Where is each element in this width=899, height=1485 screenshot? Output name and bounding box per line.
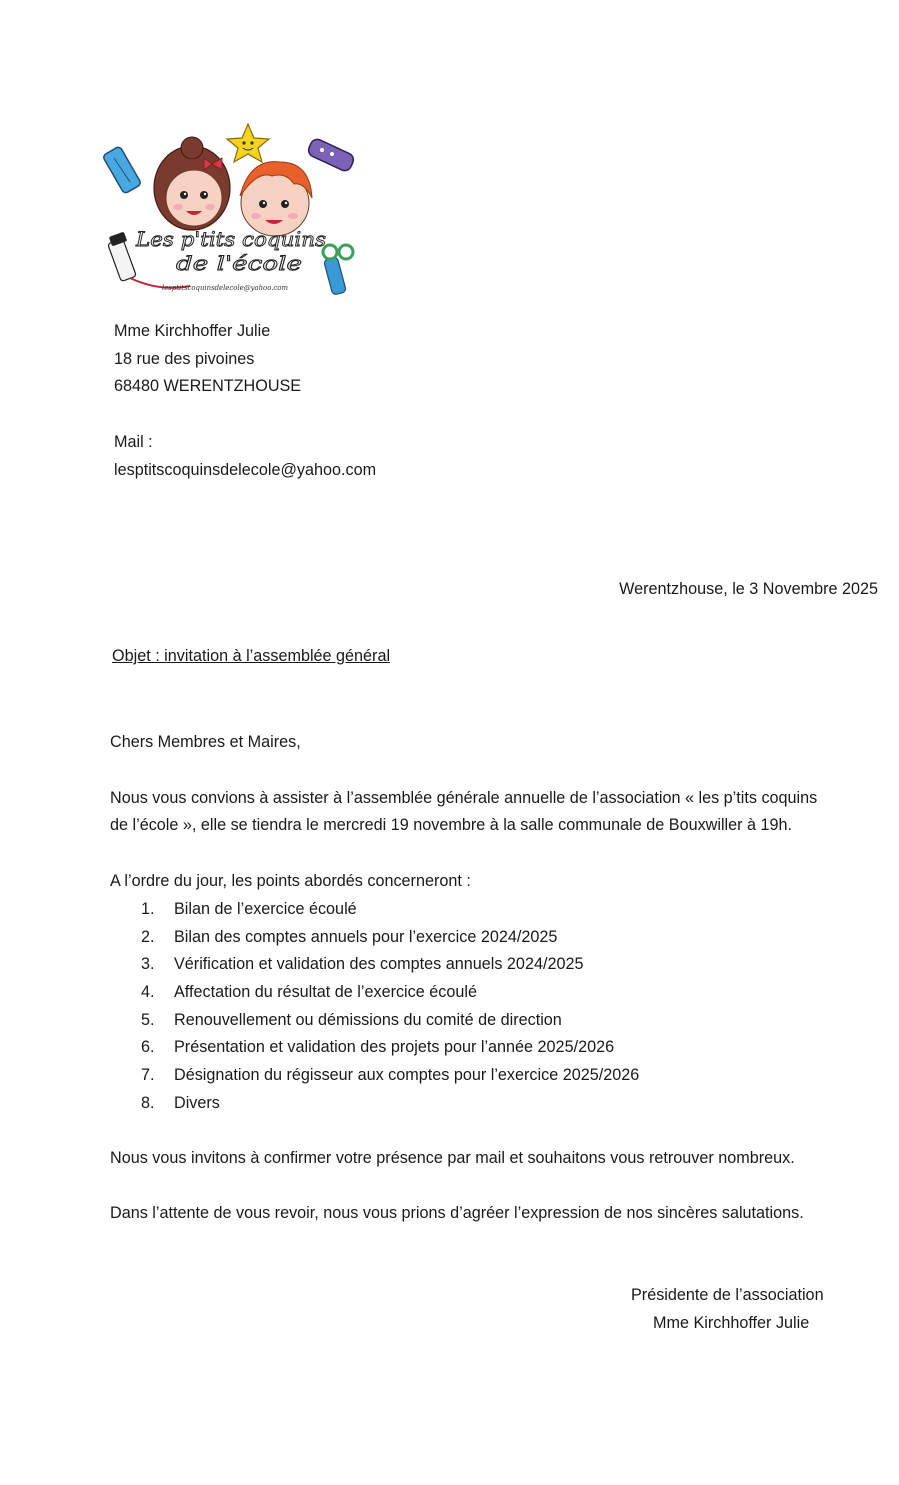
logo-email: lesptitscoquinsdelecole@yahoo.com — [162, 284, 289, 292]
confirmation-paragraph: Nous vous invitons à confirmer votre présence par mail et souhaitons vous retrouver nombreux. — [110, 1149, 795, 1167]
signature-title: Présidente de l’association — [631, 1286, 824, 1304]
agenda-item-text: Bilan de l’exercice écoulé — [174, 900, 357, 918]
sender-mail-label: Mail : — [114, 433, 153, 451]
pencil-case-icon — [102, 146, 141, 194]
agenda-item-text: Vérification et validation des comptes annuels 2024/2025 — [174, 955, 584, 974]
sender-city: 68480 WERENTZHOUSE — [114, 377, 302, 395]
signature-name: Mme Kirchhoffer Julie — [653, 1314, 810, 1332]
agenda-item-number: 6. — [141, 1038, 155, 1057]
agenda-intro: A l’ordre du jour, les points abordés concerneront : — [110, 872, 471, 890]
agenda-item-text: Affectation du résultat de l’exercice écoulé — [174, 983, 477, 1002]
logo-title-line1: Les p'tits coquins — [134, 227, 326, 251]
agenda-item-number: 3. — [141, 955, 155, 974]
star-icon — [227, 124, 269, 162]
boy-drawing-icon — [240, 162, 312, 236]
letter-subject: Objet : invitation à l’assemblée général — [112, 647, 391, 665]
sender-mail-address: lesptitscoquinsdelecole@yahoo.com — [114, 461, 377, 479]
agenda-item-text: Présentation et validation des projets pour l’année 2025/2026 — [174, 1038, 615, 1057]
closing-paragraph: Dans l’attente de vous revoir, nous vous prions d’agréer l’expression de nos sincères salutations. — [110, 1204, 804, 1222]
letter-greeting: Chers Membres et Maires, — [110, 733, 301, 751]
agenda-item-number: 2. — [141, 927, 155, 946]
agenda-item-text: Divers — [174, 1093, 220, 1112]
agenda-item-number: 4. — [141, 983, 155, 1002]
letter-date: Werentzhouse, le 3 Novembre 2025 — [619, 580, 878, 598]
scissors-icon — [323, 245, 353, 295]
sender-name: Mme Kirchhoffer Julie — [114, 322, 271, 340]
association-logo — [100, 118, 362, 300]
agenda-item-number: 1. — [141, 900, 155, 918]
girl-drawing-icon — [154, 137, 230, 230]
intro-paragraph-line-2: de l’école », elle se tiendra le mercredi 19 novembre à la salle communale de Bouxwiller à 19h. — [110, 816, 793, 834]
logo-title-line2: de l'école — [176, 251, 302, 275]
agenda-item-text: Bilan des comptes annuels pour l’exercice 2024/2025 — [174, 927, 558, 946]
eraser-icon — [306, 137, 355, 173]
agenda-item-number: 7. — [141, 1066, 155, 1085]
agenda-item-number: 8. — [141, 1093, 155, 1112]
agenda-item-text: Renouvellement ou démissions du comité de direction — [174, 1010, 562, 1029]
intro-paragraph-line-1: Nous vous convions à assister à l’assemblée générale annuelle de l’association « les p’tits coquins — [110, 789, 818, 807]
agenda-item-text: Désignation du régisseur aux comptes pour l’exercice 2025/2026 — [174, 1066, 640, 1085]
sender-street: 18 rue des pivoines — [114, 350, 255, 368]
agenda-item-number: 5. — [141, 1010, 155, 1029]
